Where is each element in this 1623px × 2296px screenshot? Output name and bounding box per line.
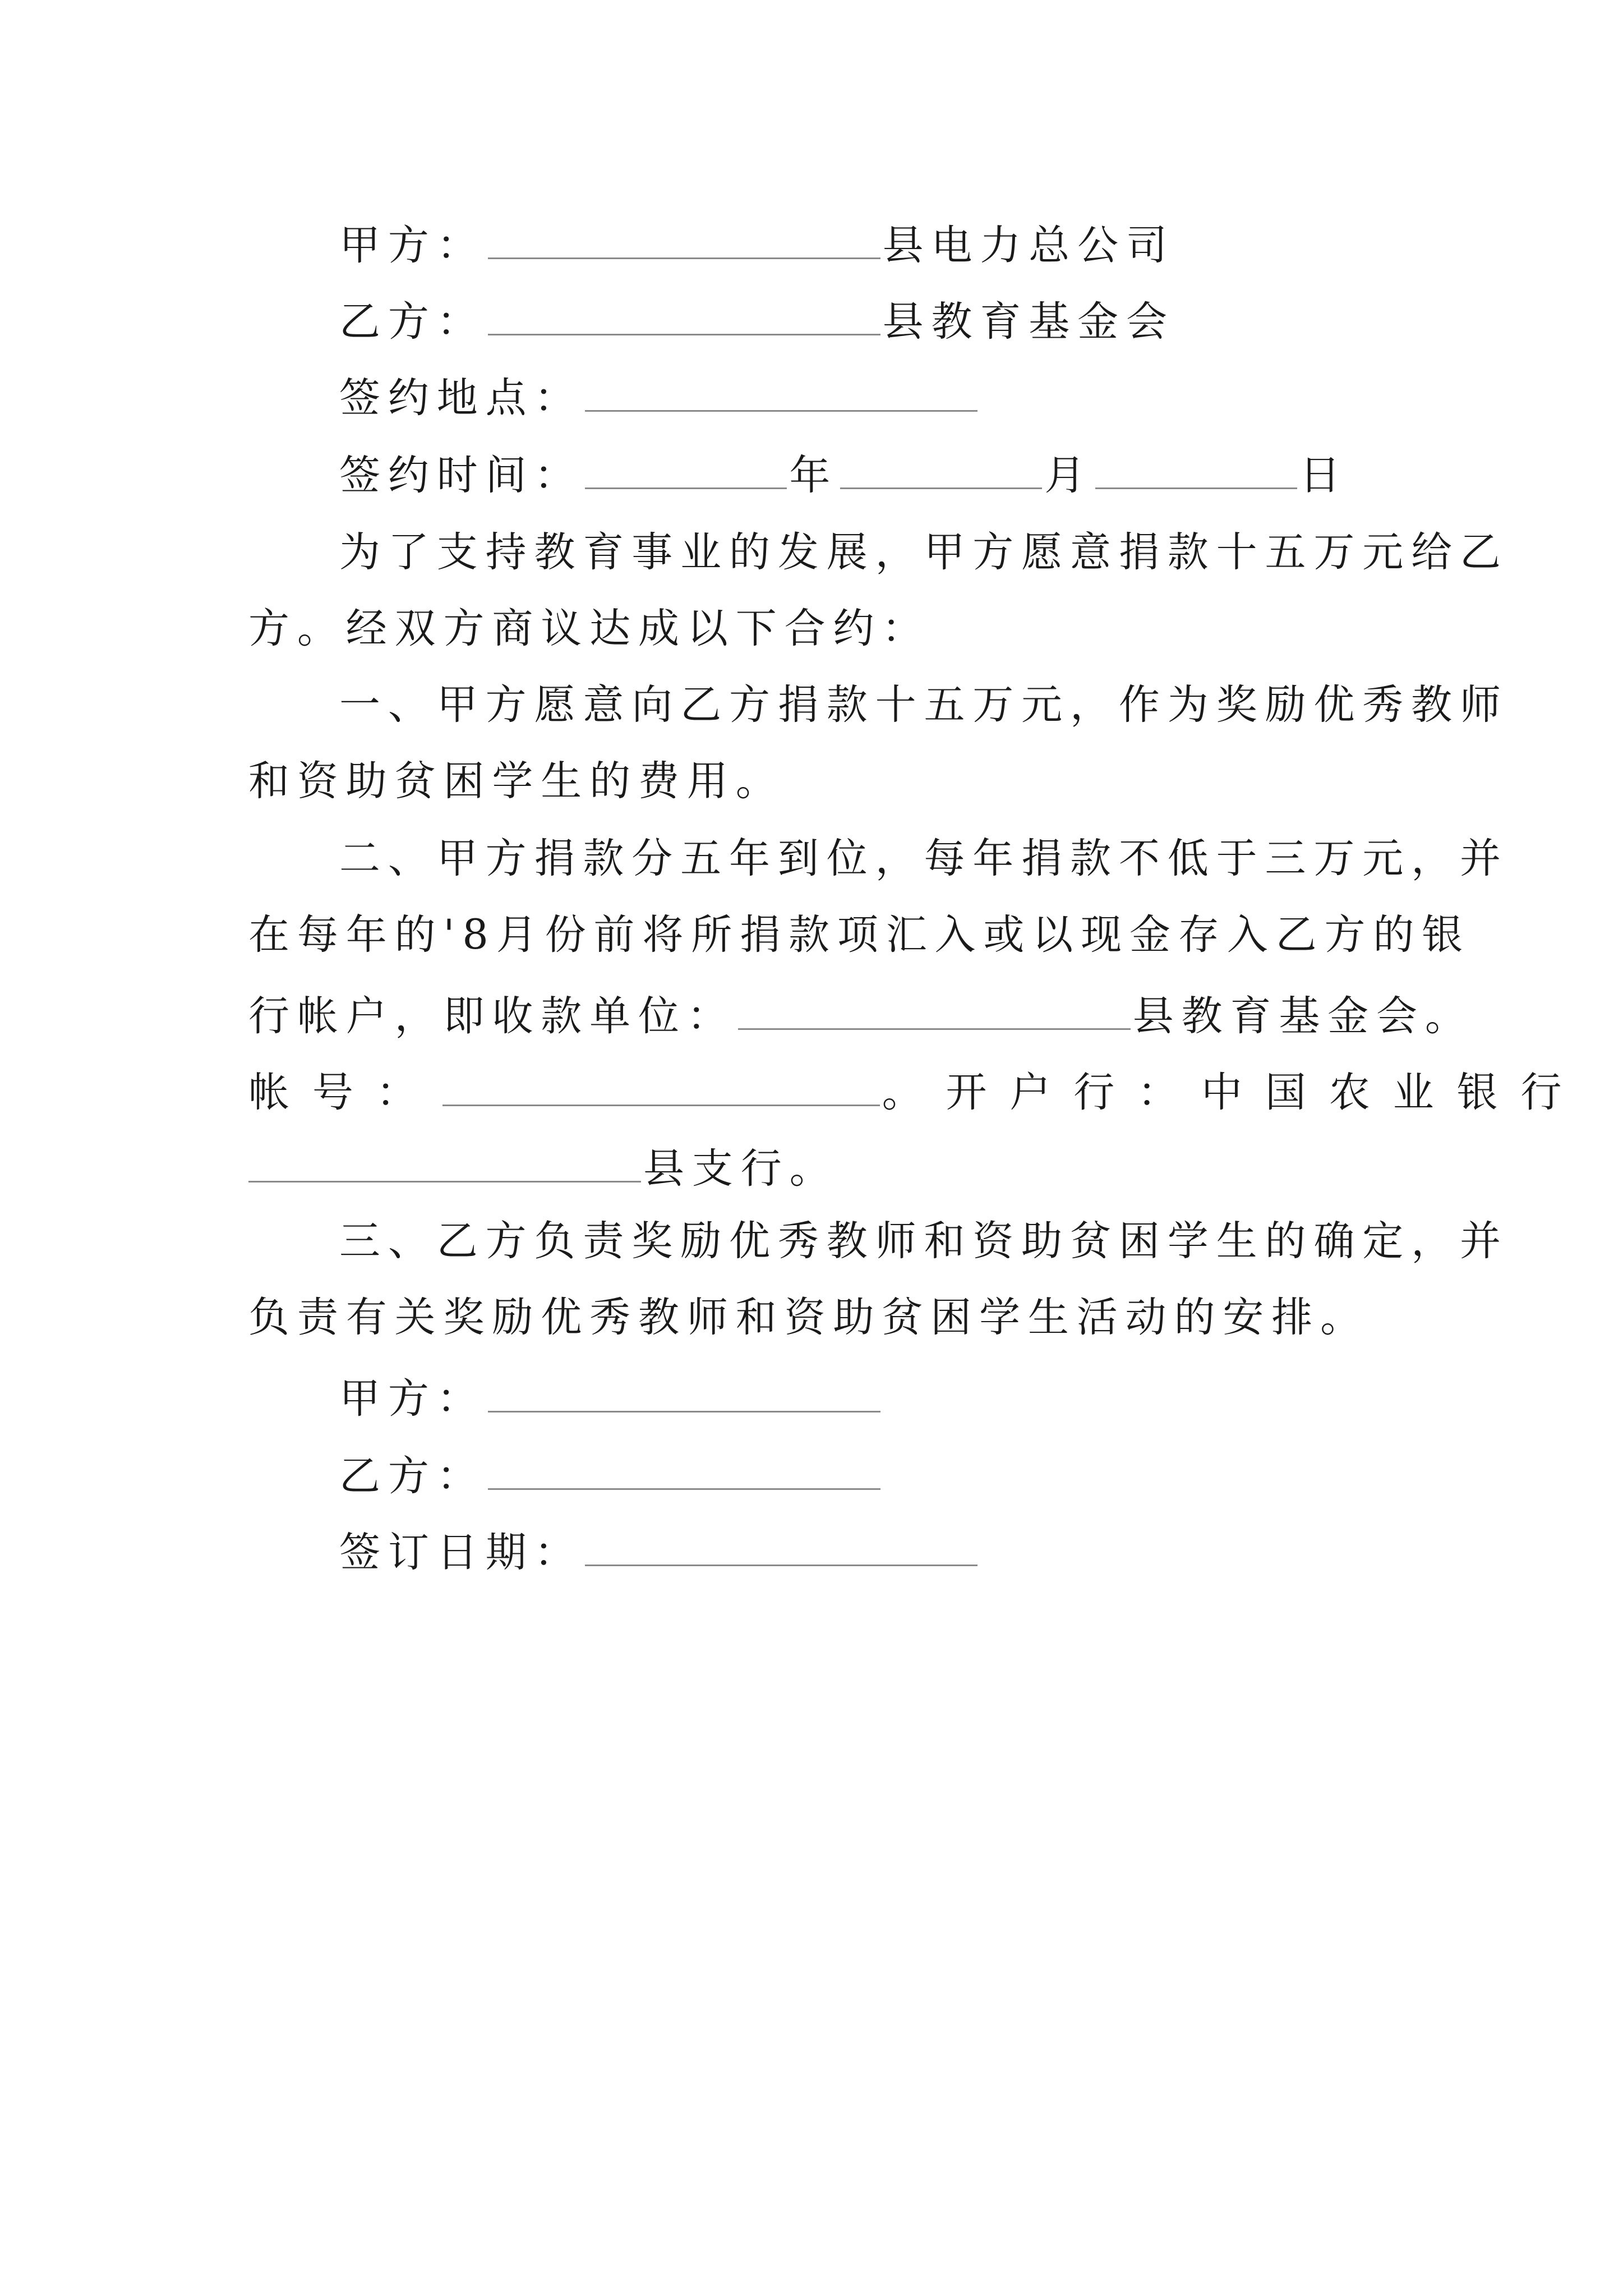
clause-2-line-3 — [248, 991, 1474, 1041]
party-a-label: 甲方： — [339, 222, 486, 270]
party-a-suffix: 县电力总公司 — [882, 222, 1175, 270]
clause-2-line-1: 二、甲方捐款分五年到位，每年捐款不低于三万元，并 — [339, 835, 1509, 882]
party-b-line — [339, 296, 1175, 346]
intro-line-2: 方。经双方商议达成以下合约： — [248, 605, 931, 652]
receiver-blank[interactable] — [738, 991, 1131, 1030]
clause-2-line-4 — [248, 1067, 1585, 1117]
sign-place-blank[interactable] — [585, 372, 978, 412]
receiver-suffix: 县教育基金会。 — [1132, 992, 1474, 1041]
branch-blank[interactable] — [248, 1143, 641, 1182]
clause-2-line-5 — [248, 1143, 838, 1193]
sign-date-line — [339, 1527, 980, 1577]
clause-3-line-1: 三、乙方负责奖励优秀教师和资助贫困学生的确定，并 — [339, 1217, 1509, 1265]
year-label: 年 — [789, 452, 838, 500]
party-b-blank[interactable] — [488, 296, 880, 335]
sign-time-label: 签约时间： — [339, 452, 583, 500]
year-blank[interactable] — [585, 450, 787, 489]
sign-party-b-line — [339, 1451, 883, 1501]
party-a-blank[interactable] — [488, 220, 880, 259]
sign-party-b-label: 乙方： — [339, 1452, 486, 1501]
clause-1-line-1: 一、甲方愿意向乙方捐款十五万元，作为奖励优秀教师 — [339, 681, 1509, 729]
clause-2-line-2: 在每年的'8月份前将所捐款项汇入或以现金存入乙方的银 — [248, 911, 1471, 959]
month-label: 月 — [1044, 452, 1094, 500]
sign-time-line — [339, 450, 1348, 500]
sign-party-a-blank[interactable] — [488, 1373, 880, 1412]
intro-line-1: 为了支持教育事业的发展，甲方愿意捐款十五万元给乙 — [339, 528, 1509, 576]
account-blank[interactable] — [442, 1067, 880, 1106]
party-b-label: 乙方： — [339, 298, 486, 346]
party-b-suffix: 县教育基金会 — [882, 298, 1175, 346]
sign-party-b-blank[interactable] — [488, 1451, 880, 1490]
receiver-label: 行帐户，即收款单位： — [248, 992, 736, 1041]
day-blank[interactable] — [1095, 450, 1297, 489]
month-blank[interactable] — [840, 450, 1042, 489]
sign-party-a-line — [339, 1373, 883, 1423]
account-label: 帐号： — [248, 1069, 440, 1117]
branch-suffix: 县支行。 — [643, 1145, 838, 1193]
sign-party-a-label: 甲方： — [339, 1375, 486, 1423]
sign-date-blank[interactable] — [585, 1527, 978, 1566]
clause-1-line-2: 和资助贫困学生的费用。 — [248, 757, 785, 805]
sign-place-line — [339, 372, 980, 422]
day-label: 日 — [1299, 452, 1348, 500]
bank-text: 。开户行：中国农业银行 — [882, 1069, 1585, 1117]
clause-3-line-2: 负责有关奖励优秀教师和资助贫困学生活动的安排。 — [248, 1294, 1370, 1341]
party-a-line — [339, 220, 1175, 270]
sign-date-label: 签订日期： — [339, 1529, 583, 1577]
sign-place-label: 签约地点： — [339, 374, 583, 422]
